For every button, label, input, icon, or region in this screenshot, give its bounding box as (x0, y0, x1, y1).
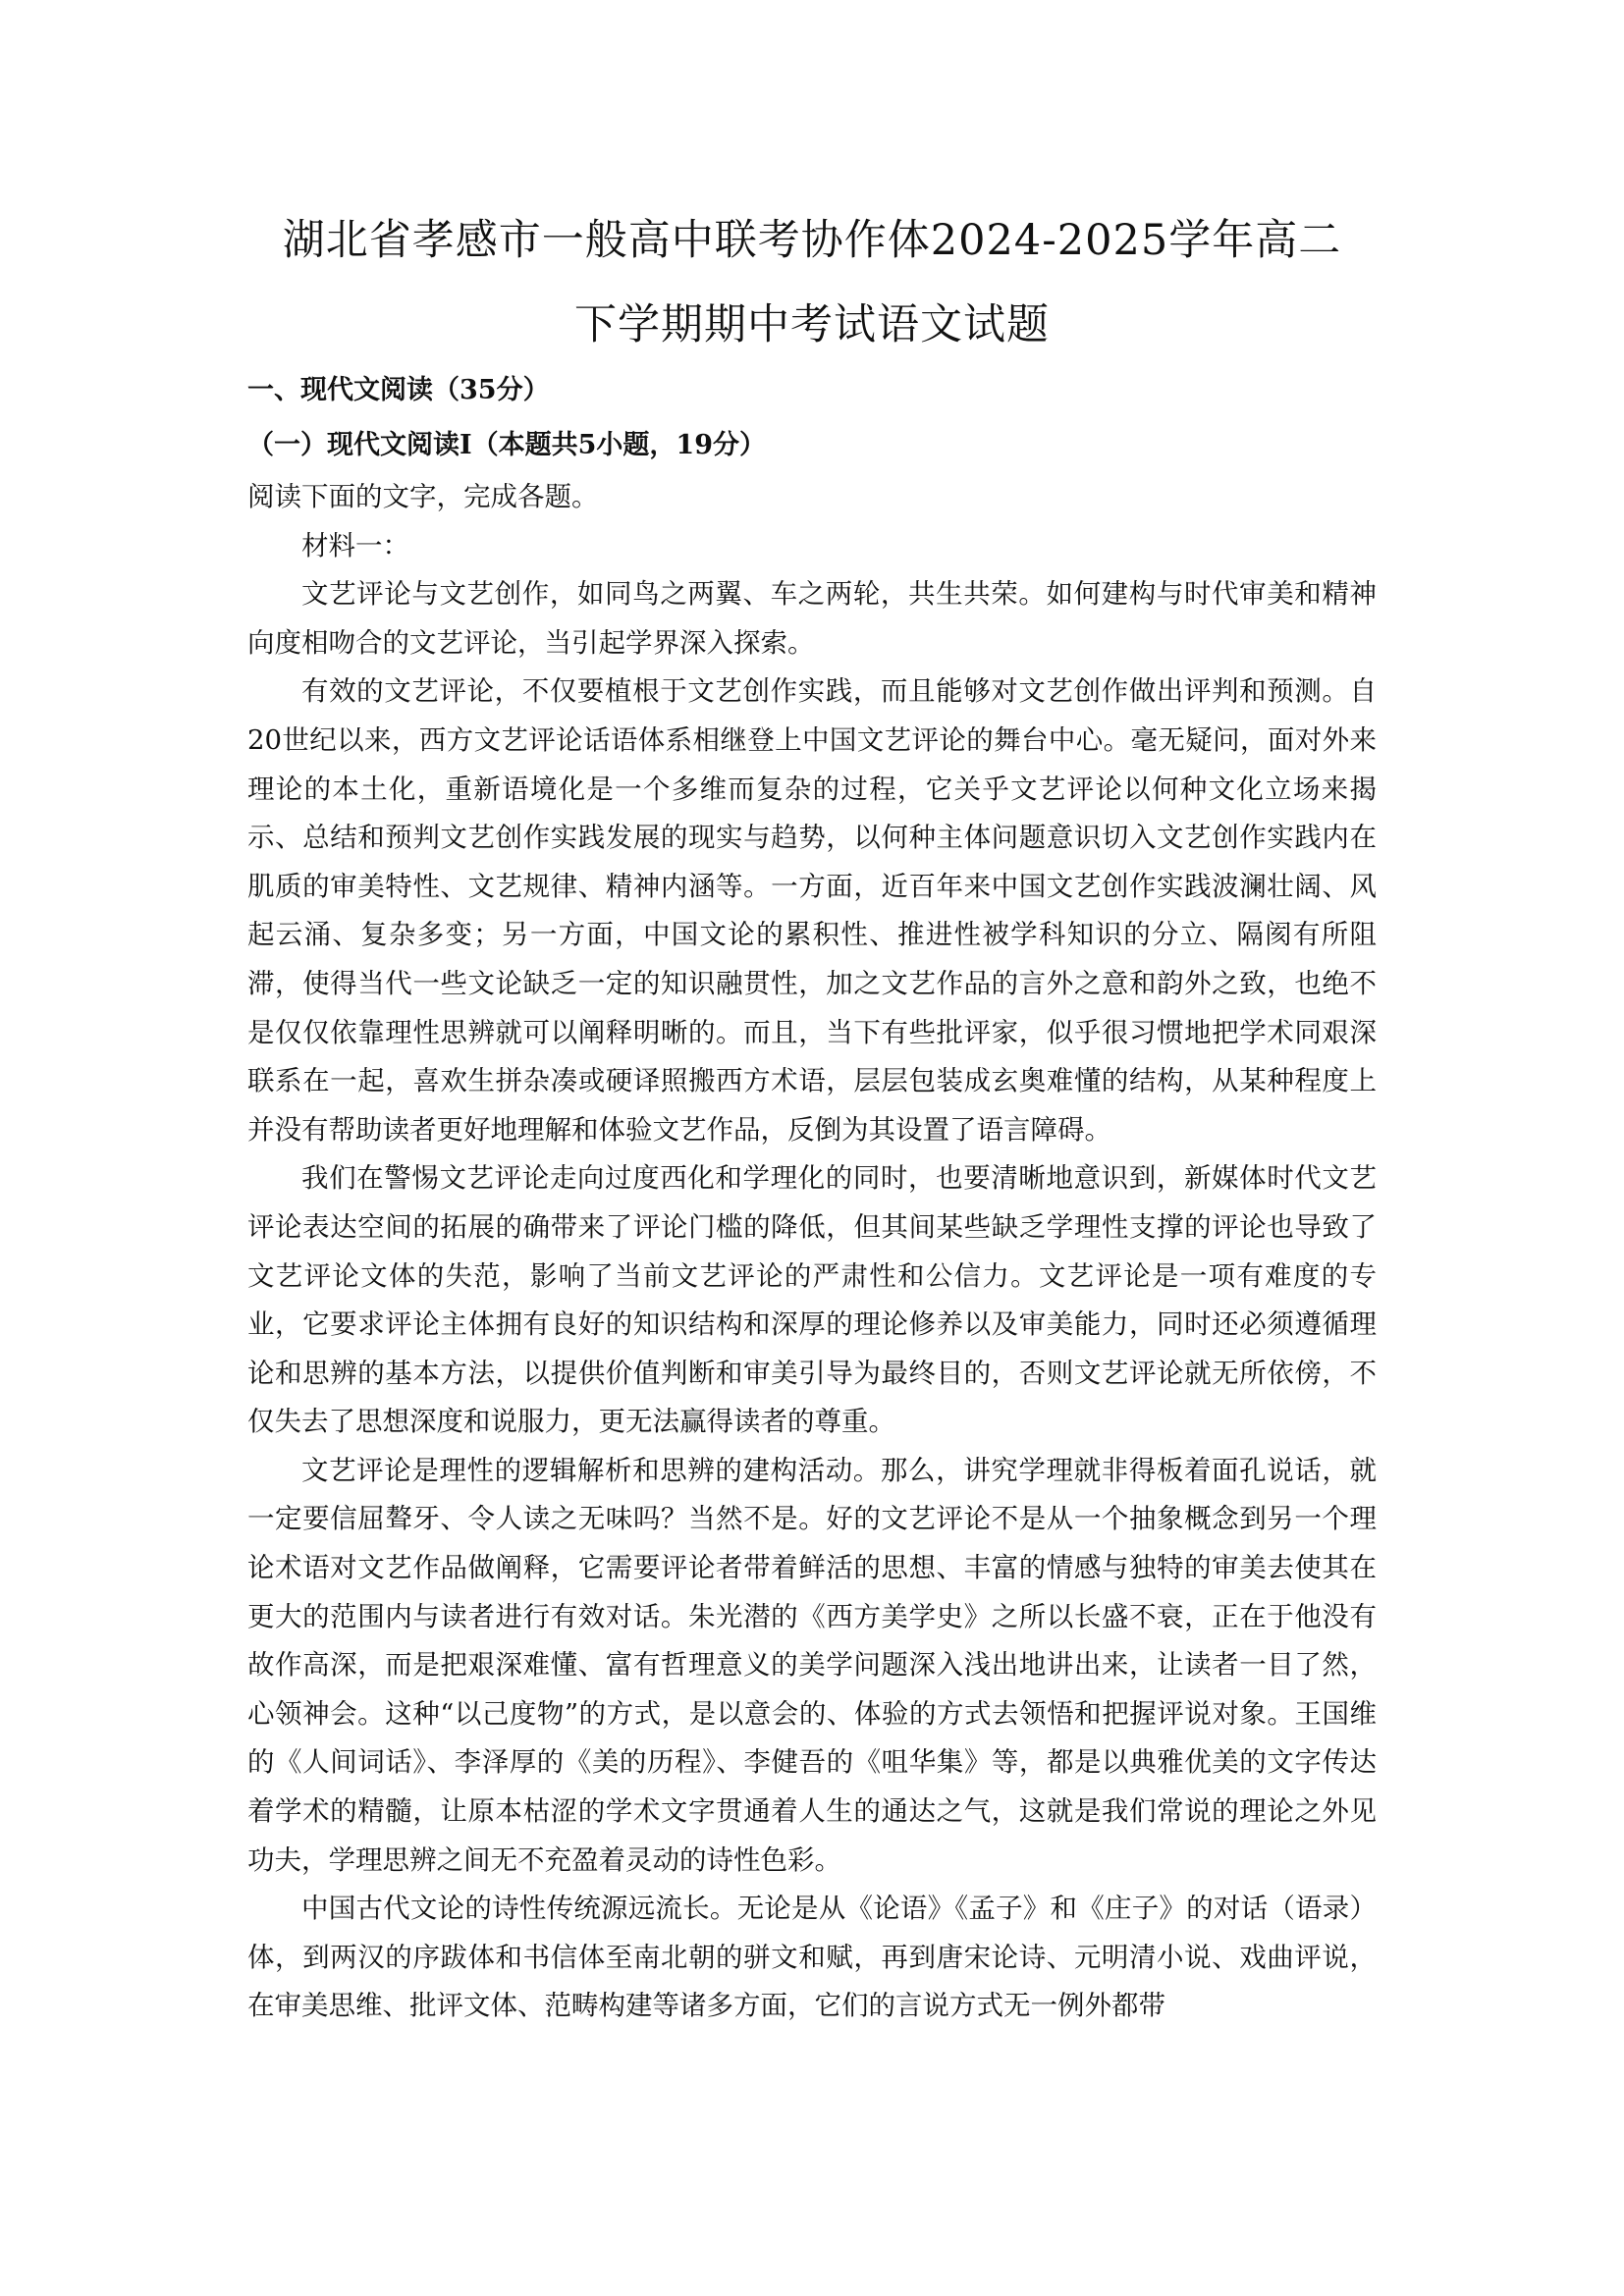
reading-instruction: 阅读下面的文字，完成各题。 (247, 481, 599, 512)
paragraph: 文艺评论与文艺创作，如同鸟之两翼、车之两轮，共生共荣。如何建构与时代审美和精神向度相吻合的文艺评论，当引起学界深入探索。 (247, 578, 1377, 659)
section-heading: 一、现代文阅读（35分） (247, 375, 550, 405)
exam-content (247, 363, 1377, 2031)
exam-title-line2: 下学期期中考试语文试题 (574, 300, 1050, 349)
subsection-heading: （一）现代文阅读I（本题共5小题，19分） (247, 430, 766, 460)
paragraph: 我们在警惕文艺评论走向过度西化和学理化的同时，也要清晰地意识到，新媒体时代文艺评论表达空间的拓展的确带来了评论门槛的降低，但其间某些缺乏学理性支撑的评论也导致了文艺评论文体的失范，影响了当前文艺评论的严肃性和公信力。文艺评论是一项有难度的专业，它要求评论主体拥有良好的知识结构和深厚的理论修养以及审美能力，同时还必须遵循理论和思辨的基本方法，以提供价值判断和审美引导为最终目的，否则文艺评论就无所依傍，不仅失去了思想深度和说服力，更无法赢得读者的尊重。 (247, 1162, 1377, 1438)
paragraph: 中国古代文论的诗性传统源远流长。无论是从《论语》《孟子》和《庄子》的对话（语录）体，到两汉的序跋体和书信体至南北朝的骈文和赋，再到唐宋论诗、元明清小说、戏曲评说，在审美思维、批评文体、范畴构建等诸多方面，它们的言说方式无一例外都带 (247, 1893, 1377, 2022)
paragraph: 有效的文艺评论，不仅要植根于文艺创作实践，而且能够对文艺创作做出评判和预测。自20世纪以来，西方文艺评论话语体系相继登上中国文艺评论的舞台中心。毫无疑问，面对外来理论的本土化，重新语境化是一个多维而复杂的过程，它关乎文艺评论以何种文化立场来揭示、总结和预判文艺创作实践发展的现实与趋势，以何种主体问题意识切入文艺创作实践内在肌质的审美特性、文艺规律、精神内涵等。一方面，近百年来中国文艺创作实践波澜壮阔、风起云涌、复杂多变；另一方面，中国文论的累积性、推进性被学科知识的分立、隔阂有所阻滞，使得当代一些文论缺乏一定的知识融贯性，加之文艺作品的言外之意和韵外之致，也绝不是仅仅依靠理性思辨就可以阐释明晰的。而且，当下有些批评家，似乎很习惯地把学术同艰深联系在一起，喜欢生拼杂凑或硬译照搬西方术语，层层包装成玄奥难懂的结构，从某种程度上并没有帮助读者更好地理解和体验文艺作品，反倒为其设置了语言障碍。 (247, 675, 1377, 1146)
paragraph: 文艺评论是理性的逻辑解析和思辨的建构活动。那么，讲究学理就非得板着面孔说话，就一定要信屈聱牙、令人读之无味吗？当然不是。好的文艺评论不是从一个抽象概念到另一个理论术语对文艺作品做阐释，它需要评论者带着鲜活的思想、丰富的情感与独特的审美去使其在更大的范围内与读者进行有效对话。朱光潜的《西方美学史》之所以长盛不衰，正在于他没有故作高深，而是把艰深难懂、富有哲理意义的美学问题深入浅出地讲出来，让读者一目了然，心领神会。这种“以己度物”的方式，是以意会的、体验的方式去领悟和把握评说对象。王国维的《人间词话》、李泽厚的《美的历程》、李健吾的《咀华集》等，都是以典雅优美的文字传达着学术的精髓，让原本枯涩的学术文字贯通着人生的通达之气，这就是我们常说的理论之外见功夫，学理思辨之间无不充盈着灵动的诗性色彩。 (247, 1454, 1377, 1876)
material-label: 材料一： (301, 529, 409, 561)
exam-title-line1: 湖北省孝感市一般高中联考协作体2024-2025学年高二 (282, 216, 1342, 265)
